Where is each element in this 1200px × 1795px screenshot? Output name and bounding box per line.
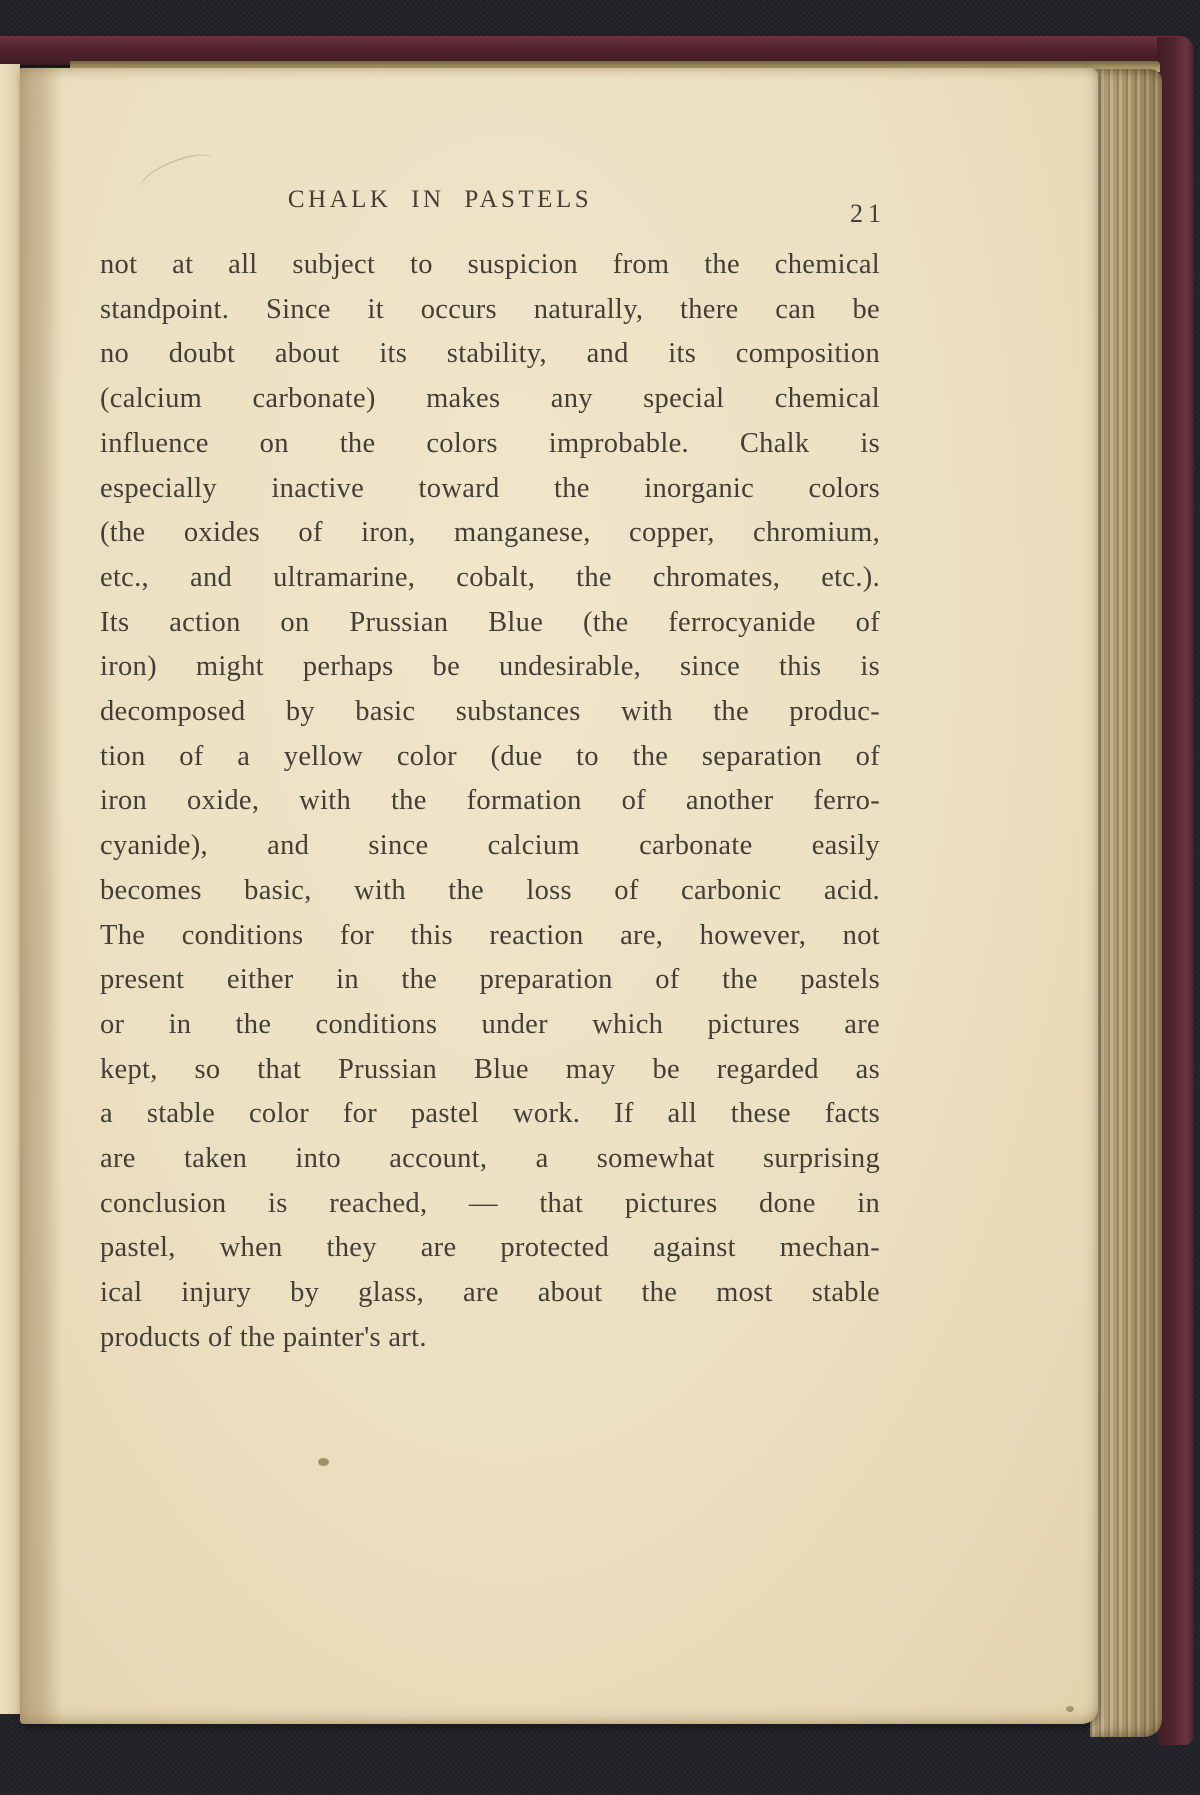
text-line: iron) might perhaps be undesirable, since this is — [100, 651, 880, 683]
running-head-title: CHALK IN PASTELS — [287, 186, 593, 213]
text-line: not at all subject to suspicion from the chemical — [100, 249, 880, 280]
text-line: ical injury by glass, are about the most stable — [100, 1277, 880, 1309]
page-stack-fore-edge — [1090, 69, 1162, 1737]
text-line: no doubt about its stability, and its composition — [100, 338, 880, 370]
gutter-shadow — [20, 68, 62, 1724]
text-line: decomposed by basic substances with the produc- — [100, 696, 880, 728]
page-number: 21 — [850, 199, 886, 228]
text-line: are taken into account, a somewhat surprising — [100, 1143, 880, 1175]
body-text-block — [100, 243, 880, 1361]
page-stain-speck — [1066, 1706, 1074, 1712]
text-line: iron oxide, with the formation of another ferro- — [100, 785, 880, 817]
text-line: especially inactive toward the inorganic colors — [100, 472, 880, 504]
book-cover-right-edge — [1157, 37, 1194, 1745]
text-line: standpoint. Since it occurs naturally, there can be — [100, 293, 880, 325]
text-line: kept, so that Prussian Blue may be regarded as — [100, 1053, 880, 1085]
text-line: tion of a yellow color (due to the separation of — [100, 740, 880, 772]
text-line: present either in the preparation of the pastels — [100, 964, 880, 996]
text-line: becomes basic, with the loss of carbonic acid. — [100, 874, 880, 906]
text-line: (calcium carbonate) makes any special chemical — [100, 383, 880, 415]
facing-page-edge — [0, 64, 20, 1714]
page-stain-speck — [318, 1458, 329, 1466]
text-line: The conditions for this reaction are, however, not — [100, 919, 880, 951]
text-line: influence on the colors improbable. Chalk is — [100, 427, 880, 459]
text-line: conclusion is reached, — that pictures done in — [100, 1187, 880, 1219]
text-line: pastel, when they are protected against mechan- — [100, 1232, 880, 1264]
text-line: products of the painter's art. — [100, 1321, 427, 1353]
text-line: or in the conditions under which pictures are — [100, 1008, 880, 1040]
text-line: Its action on Prussian Blue (the ferrocyanide of — [100, 606, 880, 638]
text-line: (the oxides of iron, manganese, copper, chromium, — [100, 517, 880, 549]
text-line: cyanide), and since calcium carbonate easily — [100, 830, 880, 862]
text-line: etc., and ultramarine, cobalt, the chromates, etc.). — [100, 561, 880, 593]
text-line: a stable color for pastel work. If all these facts — [100, 1098, 880, 1130]
